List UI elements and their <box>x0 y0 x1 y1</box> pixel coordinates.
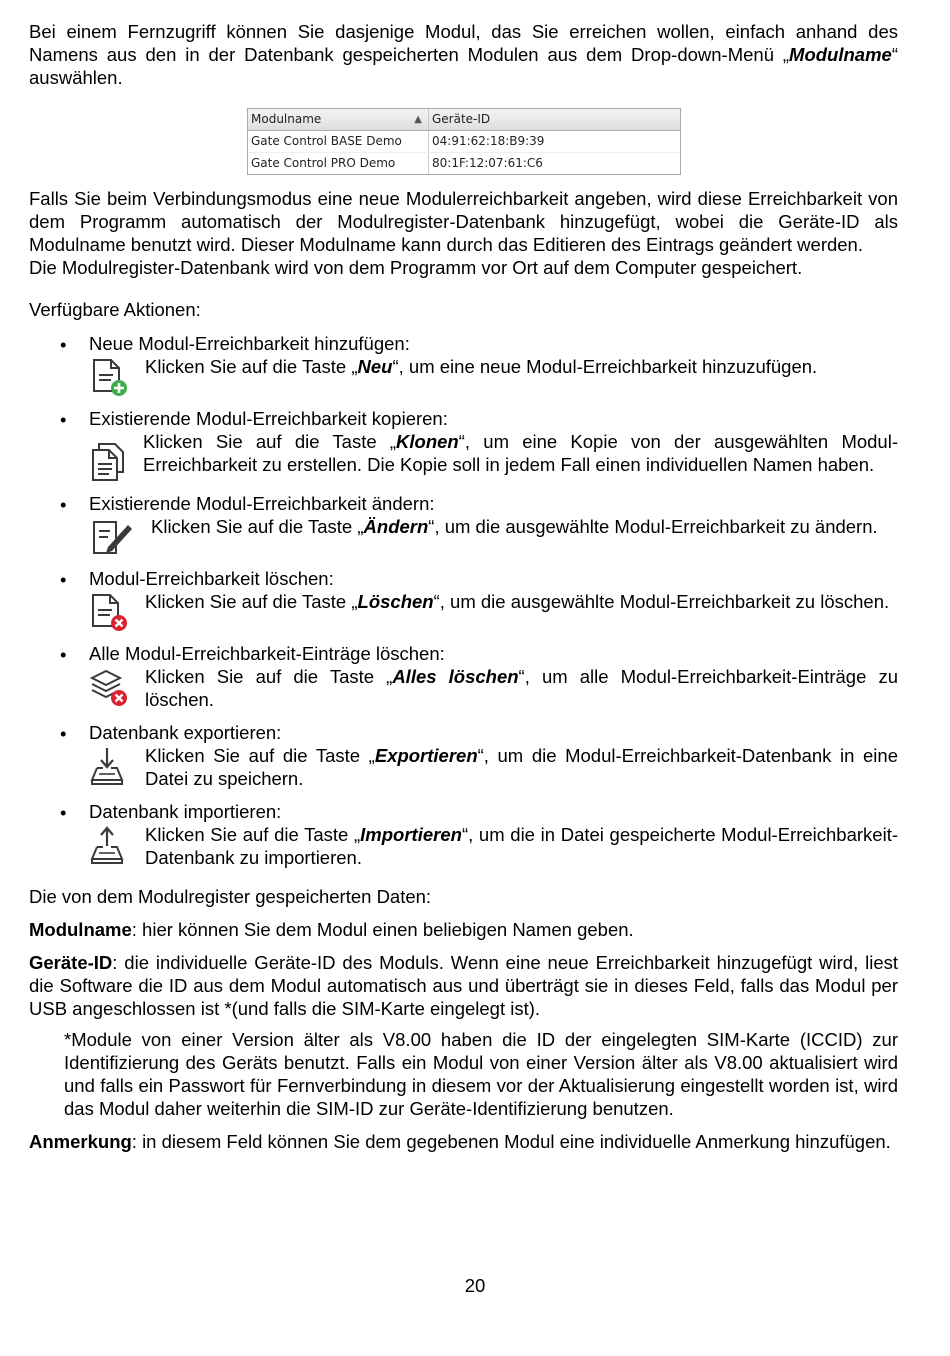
button-name: Löschen <box>357 591 434 612</box>
button-name: Alles löschen <box>392 666 519 687</box>
column-header-geraete-id[interactable] <box>429 109 680 130</box>
table-cell-id: 04:91:62:18:B9:39 <box>432 134 545 148</box>
document-delete-icon <box>89 592 129 632</box>
table-cell-name: Gate Control BASE Demo <box>248 131 429 152</box>
action-description: Klicken Sie auf die Taste „Neu“, um eine neue Modul-Erreichbarkeit hinzuzufügen. <box>145 356 818 377</box>
list-item <box>29 408 898 482</box>
action-title: • Existierende Modul-Erreichbarkeit kopieren: <box>89 408 448 429</box>
action-description: Klicken Sie auf die Taste „Klonen“, um eine Kopie von der ausgewählten Modul-Erreichbarkeit zu erstellen. Die Kopie soll in jedem Fall einen individuellen Namen haben. <box>143 431 898 475</box>
action-description: Klicken Sie auf die Taste „Exportieren“, um die Modul-Erreichbarkeit-Datenbank in eine Datei zu speichern. <box>145 745 898 789</box>
button-name: Neu <box>357 356 393 377</box>
footnote: *Module von einer Version älter als V8.00 haben die ID der eingelegten SIM-Karte (ICCID) zur Identifizierung des Geräts benutzt. Falls ein Modul von einer Version älter als V8.00 aktualisiert wird und falls ein Passwort für Fernverbindung in diesem vor der Aktualisierung eingestellt worden ist, wird das Modul daher weiterhin die SIM-ID zur Geräte-Identifizierung benutzen. <box>64 1029 898 1119</box>
table-header <box>248 109 680 131</box>
column-label: Modulname <box>251 112 322 126</box>
action-title: • Datenbank importieren: <box>89 801 282 822</box>
action-description: Klicken Sie auf die Taste „Alles löschen“, um alle Modul-Erreichbarkeit-Einträge zu löschen. <box>145 666 899 710</box>
field-modulname <box>29 918 898 941</box>
document-edit-icon <box>89 517 135 557</box>
paragraph-local-storage: Die Modulregister-Datenbank wird von dem Programm vor Ort auf dem Computer gespeichert. <box>29 257 803 278</box>
list-item <box>29 722 898 790</box>
action-title: • Datenbank exportieren: <box>89 722 282 743</box>
table-row[interactable] <box>248 131 680 152</box>
document-page <box>29 20 898 1153</box>
button-name: Exportieren <box>374 745 478 766</box>
page-number: 20 <box>464 1275 486 1296</box>
field-text: : in diesem Feld können Sie dem gegebenen Modul eine individuelle Anmerkung hinzufügen. <box>131 1131 891 1152</box>
column-label: Geräte-ID <box>432 112 491 126</box>
action-description: Klicken Sie auf die Taste „Löschen“, um die ausgewählte Modul-Erreichbarkeit zu löschen. <box>145 591 890 612</box>
field-text: : hier können Sie dem Modul einen beliebigen Namen geben. <box>131 919 634 940</box>
action-description: Klicken Sie auf die Taste „Importieren“, um die in Datei gespeicherte Modul-Erreichbarkeit-Datenbank zu importieren. <box>145 824 898 868</box>
layers-delete-icon <box>89 667 129 707</box>
field-geraete-id <box>29 951 898 1020</box>
button-name: Klonen <box>396 431 459 452</box>
actions-list <box>29 333 898 869</box>
intro-text-end: “ auswählen. <box>29 44 898 88</box>
action-title: • Neue Modul-Erreichbarkeit hinzufügen: <box>89 333 410 354</box>
tray-download-icon <box>89 746 129 786</box>
intro-paragraph <box>29 20 898 89</box>
tray-upload-icon <box>89 825 129 865</box>
list-item <box>29 568 898 632</box>
field-name: Geräte-ID <box>29 952 113 973</box>
list-item <box>29 801 898 869</box>
button-name: Importieren <box>360 824 462 845</box>
document-add-icon <box>89 357 129 397</box>
table-row[interactable] <box>248 152 680 174</box>
list-item <box>29 643 898 711</box>
field-name: Modulname <box>29 919 132 940</box>
list-item <box>29 493 898 557</box>
action-description: Klicken Sie auf die Taste „Ändern“, um die ausgewählte Modul-Erreichbarkeit zu ändern. <box>151 516 878 537</box>
column-header-modulname[interactable] <box>248 109 429 130</box>
document-copy-icon <box>89 442 129 482</box>
button-name: Ändern <box>363 516 429 537</box>
action-title: • Alle Modul-Erreichbarkeit-Einträge löschen: <box>89 643 445 664</box>
sort-ascending-icon: ▲ <box>414 114 422 125</box>
action-title: • Existierende Modul-Erreichbarkeit ändern: <box>89 493 435 514</box>
table-cell-name: Gate Control PRO Demo <box>248 153 429 174</box>
intro-quote: „ <box>782 44 790 65</box>
field-name: Anmerkung <box>29 1131 132 1152</box>
table-cell-id: 80:1F:12:07:61:C6 <box>432 156 543 170</box>
list-item <box>29 333 898 397</box>
field-text: : die individuelle Geräte-ID des Moduls. Wenn eine neue Erreichbarkeit hinzugefügt wird, liest die Software die ID aus dem Modul automatisch aus und überträgt sie in dieses Feld, falls das Modul per USB angeschlossen ist *(und falls die SIM-Karte eingelegt ist). <box>29 952 898 1019</box>
data-heading: Die von dem Modulregister gespeicherten Daten: <box>29 886 432 907</box>
intro-term: Modulname <box>789 44 892 65</box>
action-title: • Modul-Erreichbarkeit löschen: <box>89 568 334 589</box>
actions-heading: Verfügbare Aktionen: <box>29 299 201 320</box>
intro-text: Bei einem Fernzugriff können Sie dasjenige Modul, das Sie erreichen wollen, einfach anhand des Namens aus den in der Datenbank gespeicherten Modulen aus dem Drop-down-Menü <box>29 21 898 65</box>
paragraph-new-reachability: Falls Sie beim Verbindungsmodus eine neue Modulerreichbarkeit angeben, wird diese Erreichbarkeit von dem Programm automatisch der Modulregister-Datenbank hinzugefügt, wobei die Geräte-ID als Modulname benutzt wird. Dieser Modulname kann durch das Editieren des Eintrags geändert werden. <box>29 188 898 255</box>
module-register-table <box>247 108 681 175</box>
field-anmerkung <box>29 1130 898 1153</box>
